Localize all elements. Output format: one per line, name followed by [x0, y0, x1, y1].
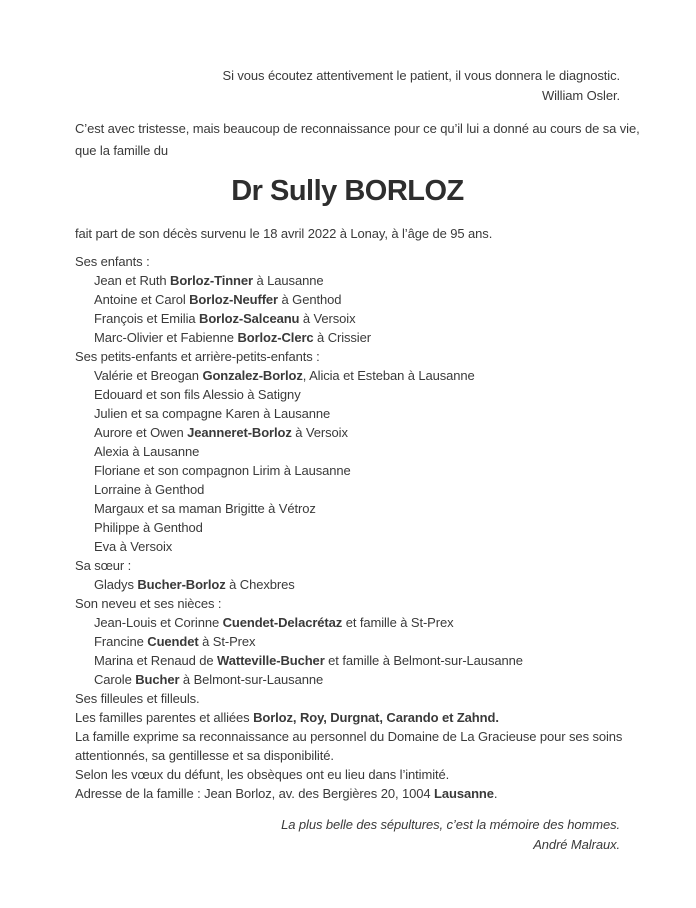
- body-line: Marina et Renaud de Watteville-Bucher et famille à Belmont-sur-Lausanne: [94, 653, 523, 668]
- body-line: Antoine et Carol Borloz-Neuffer à Genthod: [94, 292, 342, 307]
- body-line: Lorraine à Genthod: [94, 482, 205, 497]
- death-announcement: fait part de son décès survenu le 18 avril 2022 à Lonay, à l’âge de 95 ans.: [75, 226, 493, 241]
- closing-quote: [75, 815, 620, 855]
- closing-quote-text: La plus belle des sépultures, c’est la mémoire des hommes.: [281, 817, 620, 832]
- epigraph: [75, 66, 620, 106]
- body-line: Valérie et Breogan Gonzalez-Borloz, Alicia et Esteban à Lausanne: [94, 368, 475, 383]
- body-line: Marc-Olivier et Fabienne Borloz-Clerc à Crissier: [94, 330, 371, 345]
- body-line: Jean-Louis et Corinne Cuendet-Delacrétaz et famille à St-Prex: [94, 615, 454, 630]
- body-line: Margaux et sa maman Brigitte à Vétroz: [94, 501, 316, 516]
- body-line: Sa sœur :: [75, 558, 132, 573]
- intro-paragraph: [75, 118, 640, 162]
- intro-line: que la famille du: [75, 143, 168, 158]
- body-line: Gladys Bucher-Borloz à Chexbres: [94, 577, 295, 592]
- body-line: François et Emilia Borloz-Salceanu à Versoix: [94, 311, 356, 326]
- deceased-name-title: Dr Sully BORLOZ: [231, 175, 464, 207]
- body-line: Les familles parentes et alliées Borloz, Roy, Durgnat, Carando et Zahnd.: [75, 710, 499, 725]
- body-line: Julien et sa compagne Karen à Lausanne: [94, 406, 331, 421]
- epigraph-attribution: William Osler.: [541, 88, 620, 103]
- family-list: [75, 252, 623, 803]
- body-line: Ses filleules et filleuls.: [75, 691, 200, 706]
- body-line: Philippe à Genthod: [94, 520, 203, 535]
- epigraph-text: Si vous écoutez attentivement le patient, il vous donnera le diagnostic.: [222, 68, 620, 83]
- intro-line: C’est avec tristesse, mais beaucoup de reconnaissance pour ce qu’il lui a donné au cours de sa vie,: [75, 121, 640, 136]
- body-line: La famille exprime sa reconnaissance au personnel du Domaine de La Gracieuse pour ses soins: [75, 729, 623, 744]
- body-line: attentionnés, sa gentillesse et sa disponibilité.: [75, 748, 334, 763]
- body-line: Carole Bucher à Belmont-sur-Lausanne: [94, 672, 324, 687]
- body-line: Son neveu et ses nièces :: [75, 596, 222, 611]
- body-line: Adresse de la famille : Jean Borloz, av. des Bergières 20, 1004 Lausanne.: [75, 786, 498, 801]
- closing-quote-attribution: André Malraux.: [533, 837, 620, 852]
- body-line: Francine Cuendet à St-Prex: [94, 634, 256, 649]
- body-line: Alexia à Lausanne: [94, 444, 200, 459]
- body-line: Jean et Ruth Borloz-Tinner à Lausanne: [94, 273, 324, 288]
- body-line: Aurore et Owen Jeanneret-Borloz à Versoix: [94, 425, 348, 440]
- body-line: Floriane et son compagnon Lirim à Lausanne: [94, 463, 351, 478]
- body-line: Ses petits-enfants et arrière-petits-enfants :: [75, 349, 320, 364]
- body-line: Ses enfants :: [75, 254, 150, 269]
- body-line: Selon les vœux du défunt, les obsèques ont eu lieu dans l’intimité.: [75, 767, 450, 782]
- body-line: Edouard et son fils Alessio à Satigny: [94, 387, 301, 402]
- body-line: Eva à Versoix: [94, 539, 173, 554]
